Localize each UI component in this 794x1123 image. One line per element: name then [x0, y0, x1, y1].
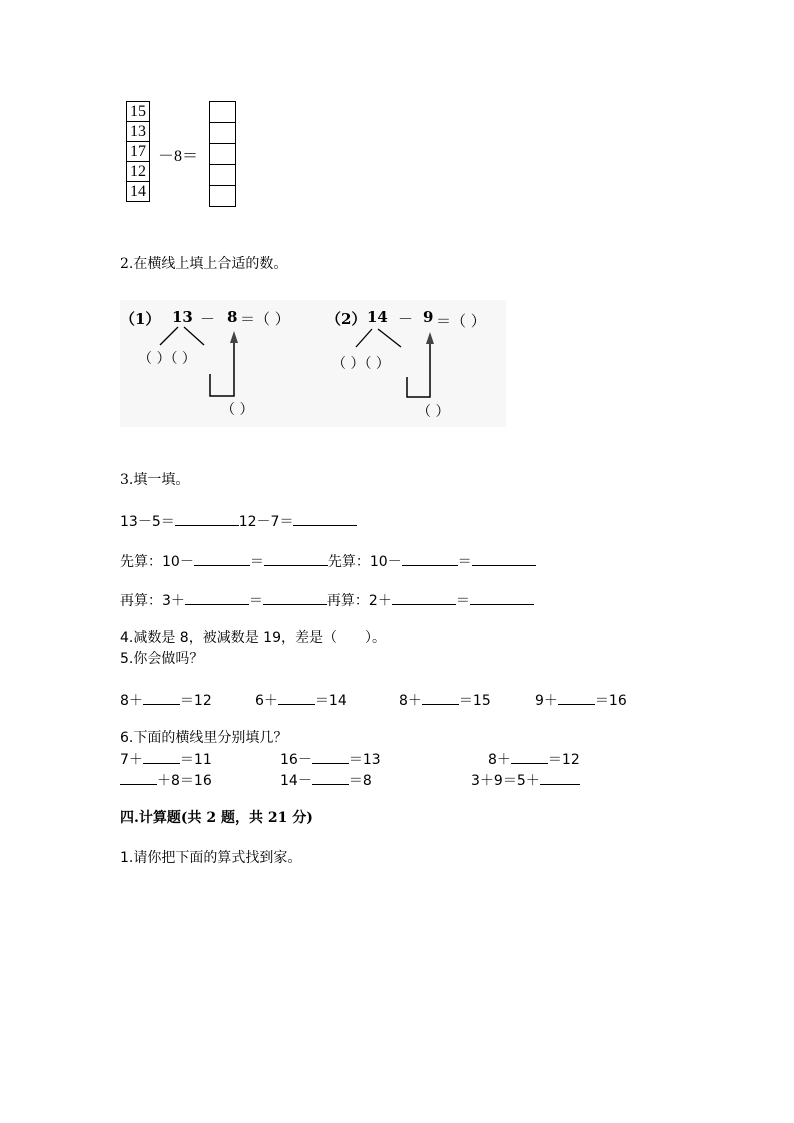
answer-blank[interactable] [392, 592, 456, 605]
answer-cell[interactable] [209, 185, 236, 207]
calc1-title: 1.请你把下面的算式找到家。 [120, 850, 302, 866]
answer-blank[interactable] [312, 751, 349, 764]
part2-a: 14 [367, 308, 388, 326]
expr-pre: 16－ [280, 752, 312, 768]
q6-item [280, 770, 372, 790]
expr-post: ＝12 [179, 693, 212, 709]
number-cell: 14 [126, 181, 150, 202]
answer-cell[interactable] [209, 122, 236, 143]
answer-blank[interactable] [540, 772, 580, 785]
answer-blank[interactable] [185, 592, 249, 605]
answer-blank[interactable] [143, 692, 180, 705]
first-calc-label: 先算：10－ [120, 554, 194, 570]
q5-item [120, 690, 212, 710]
expr-post: ＝13 [348, 752, 381, 768]
number-cell: 15 [126, 101, 150, 121]
answer-blank[interactable] [402, 553, 458, 566]
q3-expr1: 13－5＝ [120, 514, 175, 530]
part1-split: （ ）（ ） [138, 351, 196, 367]
q3-title: 3.填一填。 [120, 472, 190, 488]
expr-post: ＝12 [547, 752, 580, 768]
part1-a: 13 [172, 308, 193, 326]
part2-split: （ ）（ ） [332, 356, 390, 372]
answer-column [209, 101, 236, 207]
expr-post: ＝15 [458, 693, 491, 709]
answer-blank[interactable] [470, 592, 534, 605]
answer-blank[interactable] [422, 692, 459, 705]
q2-figure [120, 300, 506, 427]
answer-blank[interactable] [264, 553, 328, 566]
answer-blank[interactable] [278, 692, 315, 705]
answer-cell[interactable] [209, 101, 236, 122]
answer-blank[interactable] [194, 553, 250, 566]
q2-lines [120, 300, 506, 427]
expr-pre: 7＋ [120, 752, 143, 768]
q6-item [280, 749, 381, 769]
q5-item [535, 690, 627, 710]
part2-b: 9 [423, 308, 434, 326]
expr-post: ＝14 [314, 693, 347, 709]
answer-blank[interactable] [511, 751, 548, 764]
then-calc-label: 再算：2＋ [326, 593, 392, 609]
q6-item [471, 770, 580, 790]
number-cell: 13 [126, 121, 150, 141]
answer-cell[interactable] [209, 164, 236, 185]
q5-item [399, 690, 491, 710]
answer-blank[interactable] [175, 513, 239, 526]
answer-blank[interactable] [120, 772, 157, 785]
q4-text: 4.减数是 8，被减数是 19，差是（ ）。 [120, 630, 386, 646]
expr-pre: 6＋ [255, 693, 278, 709]
number-cell: 12 [126, 161, 150, 181]
q5-title: 5.你会做吗？ [120, 651, 204, 667]
q5-item [255, 690, 347, 710]
operator-text: －8＝ [158, 148, 199, 165]
expr-pre: 14－ [280, 773, 312, 789]
q3-line1 [120, 511, 357, 531]
expr-pre: 3＋9＝5＋ [471, 773, 540, 789]
part2-label: （2） [326, 310, 367, 328]
equals: ＝ [249, 554, 264, 570]
answer-blank[interactable] [293, 513, 357, 526]
number-cell: 17 [126, 141, 150, 161]
q6-item [120, 749, 212, 769]
first-calc-label: 先算：10－ [327, 554, 402, 570]
part1-label: （1） [120, 310, 161, 328]
answer-blank[interactable] [263, 592, 327, 605]
part1-minus: － [200, 310, 216, 328]
then-calc-label: 再算：3＋ [120, 593, 185, 609]
expr-post: ＝16 [594, 693, 627, 709]
equals: ＝ [248, 593, 263, 609]
q3-expr2: 12－7＝ [238, 514, 294, 530]
expr-pre: 9＋ [535, 693, 558, 709]
part1-eq: ＝（ ） [240, 310, 290, 328]
equals: ＝ [457, 554, 472, 570]
answer-blank[interactable] [312, 772, 349, 785]
number-column [126, 101, 150, 202]
expr-pre: 8＋ [399, 693, 422, 709]
part2-bottom: （ ） [417, 404, 450, 420]
answer-cell[interactable] [209, 143, 236, 164]
section-title: 四.计算题(共 2 题，共 21 分) [120, 810, 313, 826]
expr-post: ＝11 [179, 752, 212, 768]
q6-item [488, 749, 580, 769]
q6-item [120, 770, 212, 790]
part2-minus: － [398, 310, 414, 328]
expr-post: ＋8＝16 [157, 773, 212, 789]
q3-line2 [120, 551, 536, 571]
part1-b: 8 [227, 308, 238, 326]
answer-blank[interactable] [143, 751, 180, 764]
q6-title: 6.下面的横线里分别填几？ [120, 730, 288, 746]
answer-blank[interactable] [472, 553, 536, 566]
expr-pre: 8＋ [488, 752, 511, 768]
part2-eq: ＝（ ） [436, 312, 486, 330]
q2-title: 2.在横线上填上合适的数。 [120, 256, 288, 272]
part1-bottom: （ ） [221, 402, 254, 418]
expr-post: ＝8 [348, 773, 372, 789]
expr-pre: 8＋ [120, 693, 143, 709]
q3-line3 [120, 590, 534, 610]
answer-blank[interactable] [558, 692, 595, 705]
equals: ＝ [455, 593, 470, 609]
